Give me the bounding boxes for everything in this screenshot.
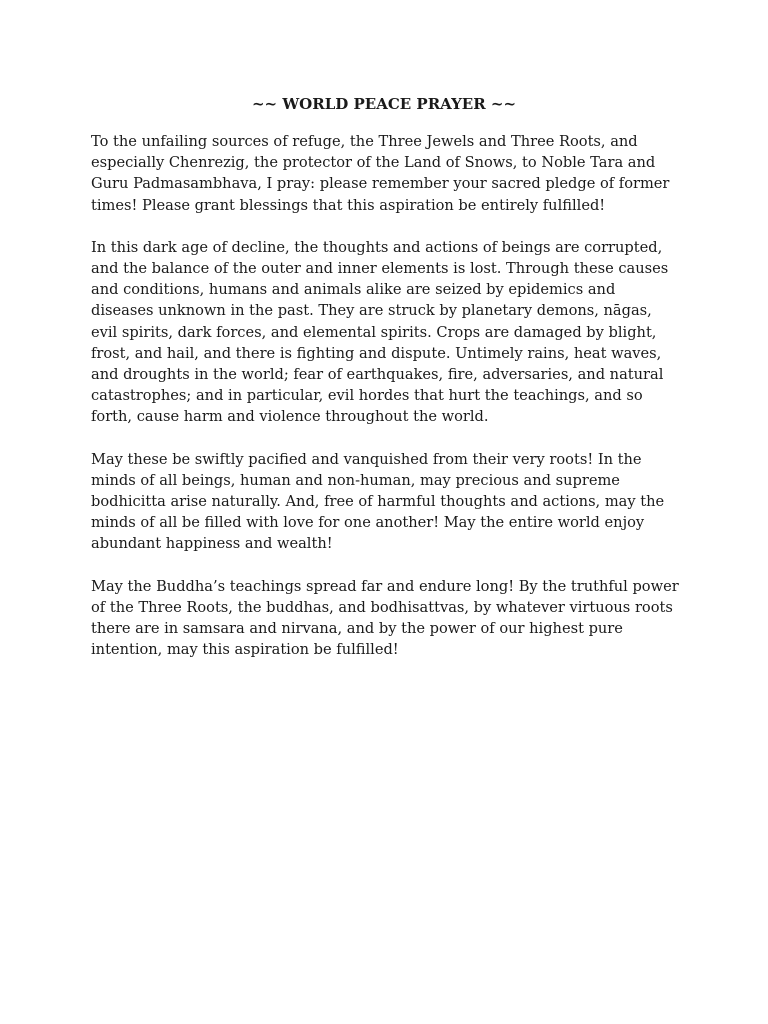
- text-line: of the Three Roots, the buddhas, and bodhisattvas, by whatever virtuous roots: [91, 598, 673, 616]
- text-line: and conditions, humans and animals alike are seized by epidemics and: [91, 281, 616, 299]
- text-line: catastrophes; and in particular, evil hordes that hurt the teachings, and so: [91, 387, 643, 405]
- text-line: there are in samsara and nirvana, and by the power of our highest pure: [91, 620, 623, 638]
- paragraph-pacified: [91, 449, 681, 555]
- paragraph-teachings: [91, 576, 681, 661]
- text-line: and the balance of the outer and inner elements is lost. Through these causes: [91, 260, 669, 278]
- text-line: bodhicitta arise naturally. And, free of harmful thoughts and actions, may the: [91, 493, 665, 511]
- text-line: evil spirits, dark forces, and elemental spirits. Crops are damaged by blight,: [91, 323, 657, 341]
- text-line: diseases unknown in the past. They are struck by planetary demons, nāgas,: [91, 302, 652, 320]
- text-line: minds of all be filled with love for one another! May the entire world enjoy: [91, 514, 645, 532]
- text-line: To the unfailing sources of refuge, the Three Jewels and Three Roots, and: [91, 133, 638, 150]
- text-line: Guru Padmasambhava, I pray: please remember your sacred pledge of former: [91, 175, 670, 193]
- paragraph-refuge: [91, 131, 681, 216]
- document-body: [91, 131, 681, 681]
- text-line: May these be swiftly pacified and vanquished from their very roots! In the: [91, 450, 642, 468]
- text-line: frost, and hail, and there is fighting and dispute. Untimely rains, heat waves,: [91, 344, 662, 362]
- text-line: and droughts in the world; fear of earthquakes, fire, adversaries, and natural: [91, 366, 664, 384]
- text-line: abundant happiness and wealth!: [91, 535, 333, 553]
- text-line: In this dark age of decline, the thoughts and actions of beings are corrupted,: [91, 238, 663, 256]
- text-line: minds of all beings, human and non-human, may precious and supreme: [91, 471, 620, 489]
- text-line: May the Buddha’s teachings spread far and endure long! By the truthful power: [91, 577, 679, 595]
- text-line: especially Chenrezig, the protector of the Land of Snows, to Noble Tara and: [91, 154, 656, 172]
- text-line: intention, may this aspiration be fulfilled!: [91, 641, 399, 659]
- page-title: ~~ WORLD PEACE PRAYER ~~: [251, 95, 517, 113]
- text-line: times! Please grant blessings that this aspiration be entirely fulfilled!: [91, 196, 606, 214]
- paragraph-dark-age: [91, 237, 681, 428]
- text-line: forth, cause harm and violence throughout the world.: [91, 408, 489, 426]
